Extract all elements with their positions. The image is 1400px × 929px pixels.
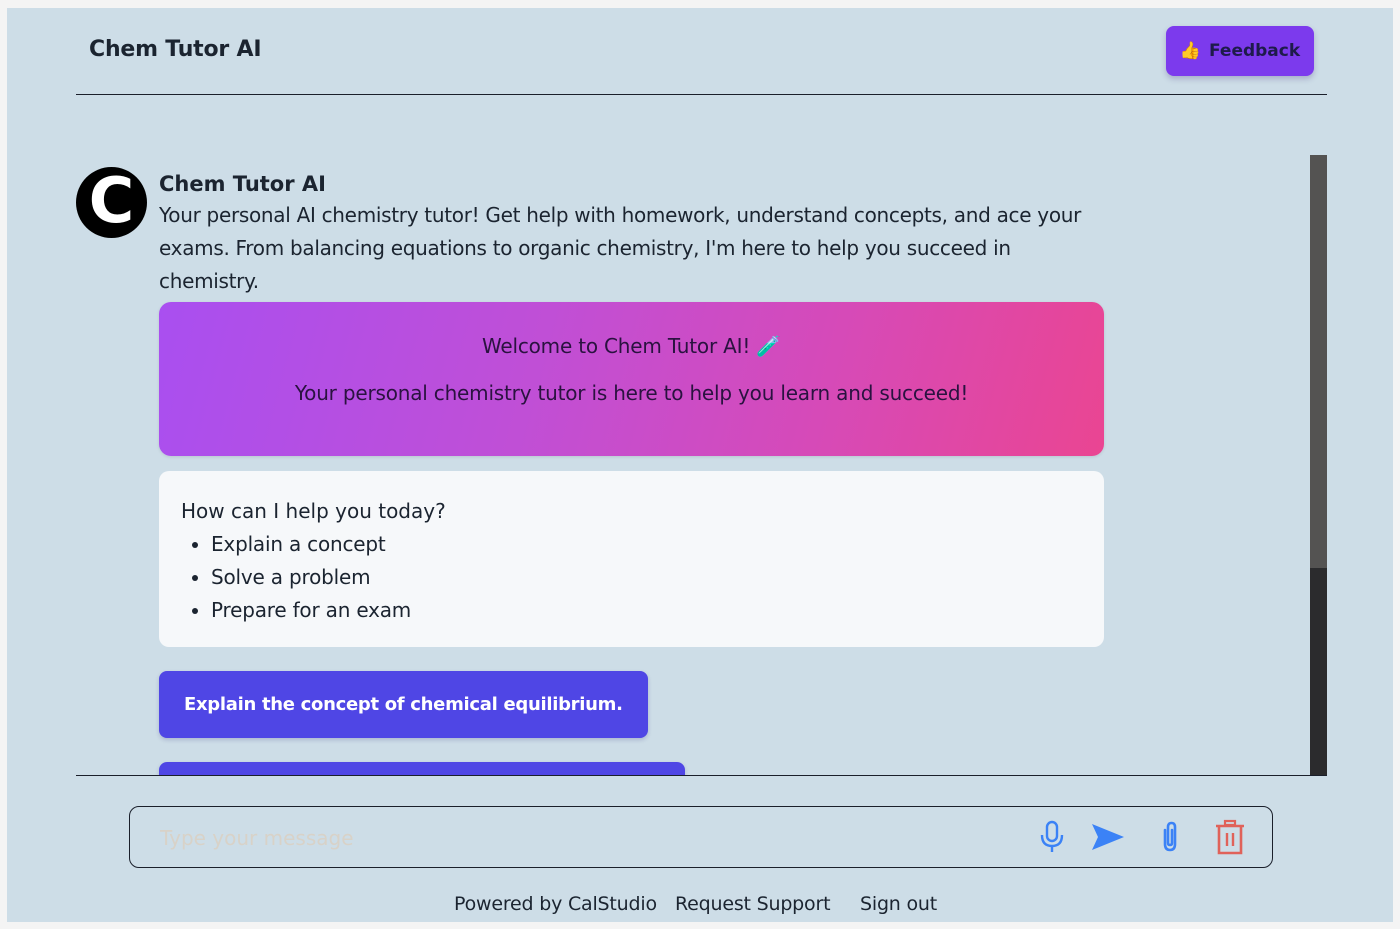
bot-message bbox=[159, 169, 1104, 776]
message-input-bar bbox=[129, 806, 1273, 868]
bot-name: Chem Tutor AI bbox=[159, 172, 326, 196]
bot-avatar bbox=[76, 163, 147, 238]
send-icon bbox=[1090, 822, 1126, 852]
thumbs-up-icon: 👍 bbox=[1179, 41, 1201, 61]
help-options-list bbox=[181, 528, 1082, 627]
feedback-button[interactable] bbox=[1166, 26, 1314, 76]
welcome-title: Welcome to Chem Tutor AI! 🧪 bbox=[481, 334, 782, 358]
welcome-card bbox=[159, 302, 1104, 456]
scrollbar-thumb[interactable] bbox=[1310, 155, 1327, 568]
clear-chat-button[interactable] bbox=[1212, 819, 1248, 855]
powered-by-link[interactable]: Powered by CalStudio bbox=[454, 893, 657, 915]
suggestion-button[interactable]: Explain the concept of chemical equilibrium. bbox=[159, 671, 648, 738]
footer bbox=[7, 893, 1393, 919]
help-option: • Solve a problem bbox=[211, 561, 1082, 594]
trash-icon bbox=[1214, 819, 1246, 855]
welcome-subtitle: Your personal chemistry tutor is here to help you learn and succeed! bbox=[294, 381, 969, 405]
bot-description: Your personal AI chemistry tutor! Get help with homework, understand concepts, and ace your exams. From balancing equations to organic chemistry, I'm here to help you succeed in chemistry. bbox=[159, 203, 1082, 293]
app-title: Chem Tutor AI bbox=[89, 37, 262, 62]
attach-button[interactable] bbox=[1152, 819, 1188, 855]
help-question: How can I help you today? bbox=[181, 499, 446, 523]
sign-out-link[interactable]: Sign out bbox=[860, 893, 937, 915]
bot-avatar-letter: C bbox=[88, 163, 135, 237]
header bbox=[76, 8, 1327, 95]
message-input[interactable] bbox=[158, 807, 1002, 868]
app-window bbox=[7, 8, 1393, 922]
scrollbar-track[interactable] bbox=[1310, 155, 1327, 775]
microphone-button[interactable] bbox=[1034, 819, 1070, 855]
microphone-icon bbox=[1038, 820, 1066, 854]
paperclip-icon bbox=[1157, 820, 1183, 854]
request-support-link[interactable]: Request Support bbox=[675, 893, 831, 915]
send-button[interactable] bbox=[1090, 819, 1126, 855]
chat-scroll-area[interactable] bbox=[76, 155, 1327, 776]
help-option: • Explain a concept bbox=[211, 528, 1082, 561]
help-card bbox=[159, 471, 1104, 647]
help-option: • Prepare for an exam bbox=[211, 594, 1082, 627]
suggestion-button[interactable] bbox=[159, 762, 685, 776]
feedback-button-label: Feedback bbox=[1208, 41, 1301, 61]
